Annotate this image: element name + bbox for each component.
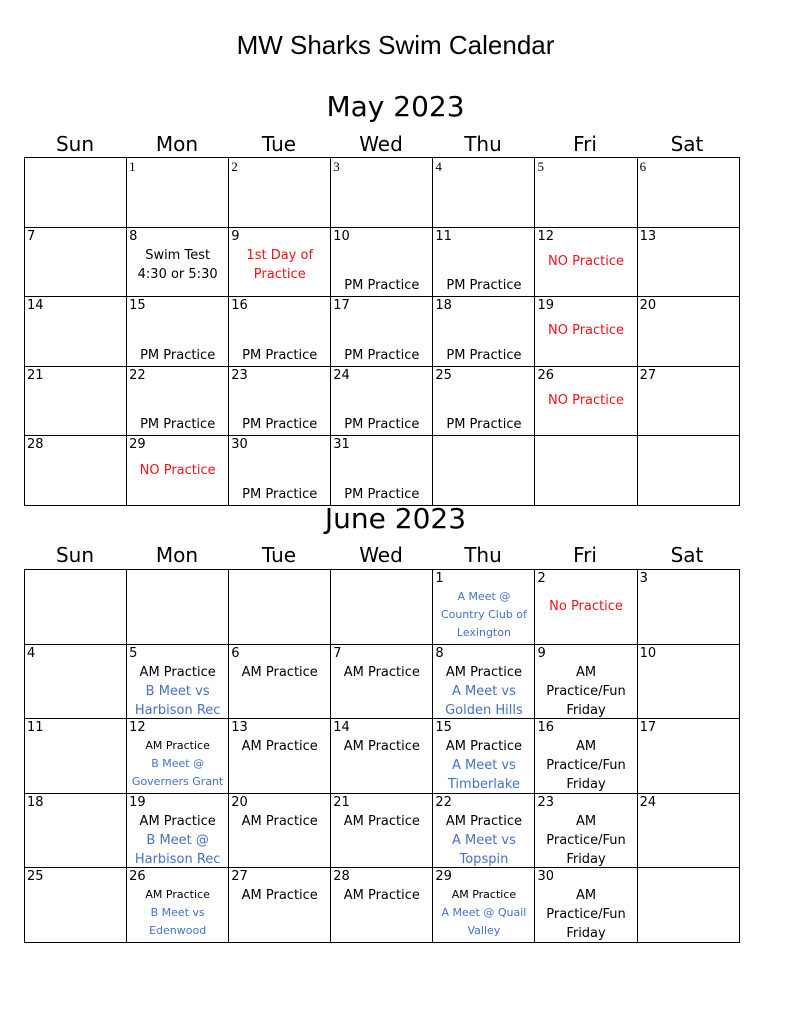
day-number: 7	[333, 645, 342, 661]
event-text: Friday	[566, 851, 606, 867]
day-cell	[637, 436, 739, 506]
day-cell	[25, 793, 127, 868]
day-number: 20	[639, 298, 657, 314]
day-cell	[331, 366, 433, 436]
day-cell	[127, 227, 229, 297]
day-number: 14	[27, 298, 44, 314]
day-number: 10	[333, 228, 350, 244]
day-cell	[25, 366, 127, 436]
event-text: Practice/Fun	[546, 832, 626, 848]
day-cell	[535, 793, 637, 868]
event-text: AM	[575, 813, 597, 829]
day-number: 5	[129, 645, 138, 661]
day-cell	[25, 227, 127, 297]
week-row	[25, 570, 740, 645]
day-cell	[229, 644, 331, 719]
day-number: 23	[231, 367, 248, 383]
day-cell	[535, 436, 637, 506]
day-number: 2	[537, 571, 546, 586]
event-text: AM Practice	[139, 813, 216, 829]
day-cell	[637, 793, 739, 868]
event-text: AM Practice	[343, 739, 420, 755]
day-number: 27	[639, 367, 657, 383]
week-row	[25, 366, 740, 436]
day-cell	[229, 227, 331, 297]
day-cell	[535, 366, 637, 436]
day-number: 1	[435, 571, 444, 586]
day-cell	[229, 793, 331, 868]
weekday-tue: Tue	[261, 132, 297, 156]
day-number: 2	[231, 159, 238, 174]
day-cell	[433, 227, 535, 297]
weekday-mon: Mon	[155, 543, 199, 567]
weekday-header-may	[24, 132, 738, 158]
week-row	[25, 297, 740, 367]
day-cell	[25, 570, 127, 645]
event-text: AM Practice	[343, 813, 420, 829]
event-text: Swim Test	[145, 247, 211, 263]
day-cell	[433, 366, 535, 436]
day-cell	[637, 570, 739, 645]
event-text: Friday	[566, 702, 606, 718]
event-text: PM Practice	[344, 278, 420, 294]
day-cell	[25, 297, 127, 367]
day-number: 27	[231, 869, 248, 885]
day-number: 6	[231, 645, 240, 661]
weekday-wed: Wed	[359, 543, 403, 567]
day-cell	[127, 297, 229, 367]
event-text: Governers Grant	[131, 775, 224, 789]
day-cell	[331, 868, 433, 943]
event-text: AM	[575, 888, 597, 904]
event-text: A Meet vs	[451, 758, 516, 774]
event-text: No Practice	[549, 598, 623, 614]
day-number: 25	[435, 367, 452, 383]
month-title-may: May 2023	[326, 90, 465, 123]
day-cell	[535, 227, 637, 297]
event-text: Edenwood	[149, 924, 207, 938]
day-number: 15	[435, 720, 452, 736]
day-number: 7	[27, 228, 36, 244]
day-cell	[637, 366, 739, 436]
day-number: 13	[639, 228, 657, 244]
day-number: 8	[435, 645, 444, 661]
event-text: NO Practice	[139, 462, 216, 478]
week-row	[25, 644, 740, 719]
day-number: 6	[639, 159, 647, 174]
day-cell	[229, 297, 331, 367]
day-number: 4	[435, 159, 442, 174]
day-number: 18	[27, 794, 44, 810]
day-number: 9	[231, 228, 240, 244]
day-cell	[535, 158, 637, 228]
day-number: 9	[537, 645, 546, 661]
day-cell	[331, 297, 433, 367]
month-title-june: June 2023	[324, 502, 467, 535]
day-cell	[127, 436, 229, 506]
week-row	[25, 436, 740, 506]
day-number: 22	[435, 794, 452, 810]
event-text: AM Practice	[343, 888, 420, 904]
day-number: 31	[333, 437, 350, 453]
day-cell	[127, 570, 229, 645]
day-number: 17	[639, 720, 657, 736]
day-cell	[637, 297, 739, 367]
event-text: AM Practice	[145, 739, 210, 753]
day-cell	[229, 719, 331, 794]
event-text: A Meet vs	[451, 832, 516, 848]
event-text: Lexington	[456, 626, 511, 639]
day-number: 20	[231, 794, 248, 810]
day-number: 11	[435, 228, 452, 244]
day-number: 12	[129, 720, 146, 736]
event-text: AM	[575, 664, 597, 680]
event-text: AM Practice	[241, 739, 318, 755]
event-text: Golden Hills	[445, 702, 523, 718]
day-cell	[433, 158, 535, 228]
day-cell	[637, 868, 739, 943]
event-text: AM Practice	[241, 664, 318, 680]
day-cell	[127, 793, 229, 868]
day-cell	[229, 366, 331, 436]
day-cell	[535, 644, 637, 719]
calendar-grid-may	[24, 157, 740, 506]
weekday-tue: Tue	[261, 543, 297, 567]
day-cell	[433, 436, 535, 506]
day-number: 26	[537, 367, 555, 383]
day-cell	[637, 227, 739, 297]
event-text: PM Practice	[446, 278, 522, 294]
day-number: 29	[435, 869, 452, 885]
day-number: 12	[537, 228, 555, 244]
event-text: PM Practice	[242, 486, 318, 502]
weekday-mon: Mon	[155, 132, 199, 156]
day-number: 5	[537, 159, 544, 174]
event-text: Practice/Fun	[546, 758, 626, 774]
day-number: 19	[129, 794, 146, 810]
event-text: PM Practice	[344, 417, 420, 433]
event-text: PM Practice	[446, 347, 522, 363]
day-number: 11	[27, 720, 44, 736]
day-cell	[331, 644, 433, 719]
day-number: 24	[639, 794, 657, 810]
event-text: Timberlake	[447, 777, 520, 793]
weekday-thu: Thu	[464, 132, 502, 156]
event-text: AM Practice	[139, 664, 216, 680]
event-text: Friday	[566, 926, 606, 942]
day-number: 3	[333, 159, 340, 174]
event-text: PM Practice	[242, 417, 318, 433]
day-number: 21	[333, 794, 350, 810]
day-number: 22	[129, 367, 146, 383]
day-number: 30	[231, 437, 248, 453]
day-cell	[25, 158, 127, 228]
week-row	[25, 158, 740, 228]
event-text: AM Practice	[241, 888, 318, 904]
event-text: AM Practice	[343, 664, 420, 680]
day-cell	[433, 297, 535, 367]
event-text: B Meet @	[151, 757, 205, 771]
weekday-thu: Thu	[464, 543, 502, 567]
day-number: 3	[639, 571, 648, 586]
document-title: MW Sharks Swim Calendar	[236, 30, 555, 60]
day-number: 4	[27, 645, 36, 661]
day-cell	[535, 868, 637, 943]
day-number: 21	[27, 367, 44, 383]
day-cell	[229, 570, 331, 645]
week-row	[25, 227, 740, 297]
event-text: PM Practice	[140, 347, 216, 363]
weekday-header-june	[24, 543, 738, 569]
day-cell	[433, 644, 535, 719]
event-text: B Meet @	[146, 832, 209, 848]
day-cell	[127, 719, 229, 794]
day-cell	[229, 868, 331, 943]
day-number: 28	[333, 869, 350, 885]
weekday-fri: Fri	[573, 132, 597, 156]
event-text: NO Practice	[548, 253, 625, 269]
event-text: AM	[575, 739, 597, 755]
event-text: AM Practice	[145, 888, 210, 902]
weekday-sat: Sat	[670, 543, 704, 567]
event-text: Harbison Rec	[134, 702, 221, 718]
event-text: 1st Day of	[246, 247, 314, 263]
day-number: 26	[129, 869, 146, 885]
day-cell	[127, 868, 229, 943]
day-number: 18	[435, 298, 452, 314]
event-text: Valley	[467, 924, 501, 938]
event-text: Harbison Rec	[134, 851, 221, 867]
event-text: Friday	[566, 777, 606, 793]
day-cell	[331, 570, 433, 645]
calendar-grid-june	[24, 569, 740, 943]
day-cell	[637, 719, 739, 794]
weekday-sun: Sun	[55, 543, 95, 567]
day-cell	[637, 158, 739, 228]
day-number: 23	[537, 794, 555, 810]
week-row	[25, 793, 740, 868]
day-number: 14	[333, 720, 350, 736]
event-text: PM Practice	[446, 417, 522, 433]
event-text: AM Practice	[451, 888, 517, 902]
day-number: 24	[333, 367, 350, 383]
weekday-sat: Sat	[670, 132, 704, 156]
event-text: NO Practice	[548, 393, 625, 409]
day-cell	[535, 719, 637, 794]
day-cell	[25, 436, 127, 506]
day-cell	[535, 570, 637, 645]
day-cell	[433, 793, 535, 868]
day-cell	[127, 158, 229, 228]
day-number: 25	[27, 869, 44, 885]
event-text: Practice/Fun	[546, 907, 626, 923]
week-row	[25, 868, 740, 943]
event-text: B Meet vs	[145, 683, 210, 699]
event-text: Country Club of	[440, 608, 527, 621]
week-row	[25, 719, 740, 794]
day-cell	[331, 227, 433, 297]
day-cell	[433, 719, 535, 794]
day-cell	[535, 297, 637, 367]
event-text: AM Practice	[445, 664, 522, 680]
day-number: 29	[129, 437, 146, 453]
day-number: 15	[129, 298, 146, 314]
event-text: A Meet vs	[451, 683, 516, 699]
day-number: 10	[639, 645, 657, 661]
event-text: Topspin	[459, 851, 509, 867]
day-cell	[25, 644, 127, 719]
day-number: 19	[537, 298, 555, 314]
event-text: PM Practice	[140, 417, 216, 433]
day-cell	[433, 868, 535, 943]
day-cell	[127, 644, 229, 719]
event-text: B Meet vs	[150, 906, 205, 920]
day-number: 13	[231, 720, 248, 736]
day-cell	[331, 793, 433, 868]
event-text: PM Practice	[344, 486, 420, 502]
day-cell	[25, 719, 127, 794]
day-cell	[637, 644, 739, 719]
day-number: 17	[333, 298, 350, 314]
day-cell	[433, 570, 535, 645]
event-text: PM Practice	[242, 347, 318, 363]
event-text: 4:30 or 5:30	[137, 266, 218, 282]
day-cell	[229, 436, 331, 506]
event-text: AM Practice	[445, 739, 522, 755]
event-text: NO Practice	[548, 323, 625, 339]
event-text: A Meet @ Quail	[441, 906, 527, 920]
event-text: Practice	[253, 266, 306, 282]
day-cell	[127, 366, 229, 436]
event-text: AM Practice	[445, 813, 522, 829]
weekday-wed: Wed	[359, 132, 403, 156]
day-number: 8	[129, 228, 138, 244]
event-text: Practice/Fun	[546, 683, 626, 699]
event-text: PM Practice	[344, 347, 420, 363]
day-number: 28	[27, 437, 44, 453]
day-number: 16	[231, 298, 248, 314]
day-cell	[331, 436, 433, 506]
weekday-sun: Sun	[55, 132, 95, 156]
day-cell	[331, 719, 433, 794]
day-number: 30	[537, 869, 555, 885]
day-cell	[229, 158, 331, 228]
weekday-fri: Fri	[573, 543, 597, 567]
day-cell	[331, 158, 433, 228]
day-cell	[25, 868, 127, 943]
day-number: 16	[537, 720, 555, 736]
day-number: 1	[129, 159, 136, 174]
event-text: A Meet @	[457, 590, 511, 603]
event-text: AM Practice	[241, 813, 318, 829]
